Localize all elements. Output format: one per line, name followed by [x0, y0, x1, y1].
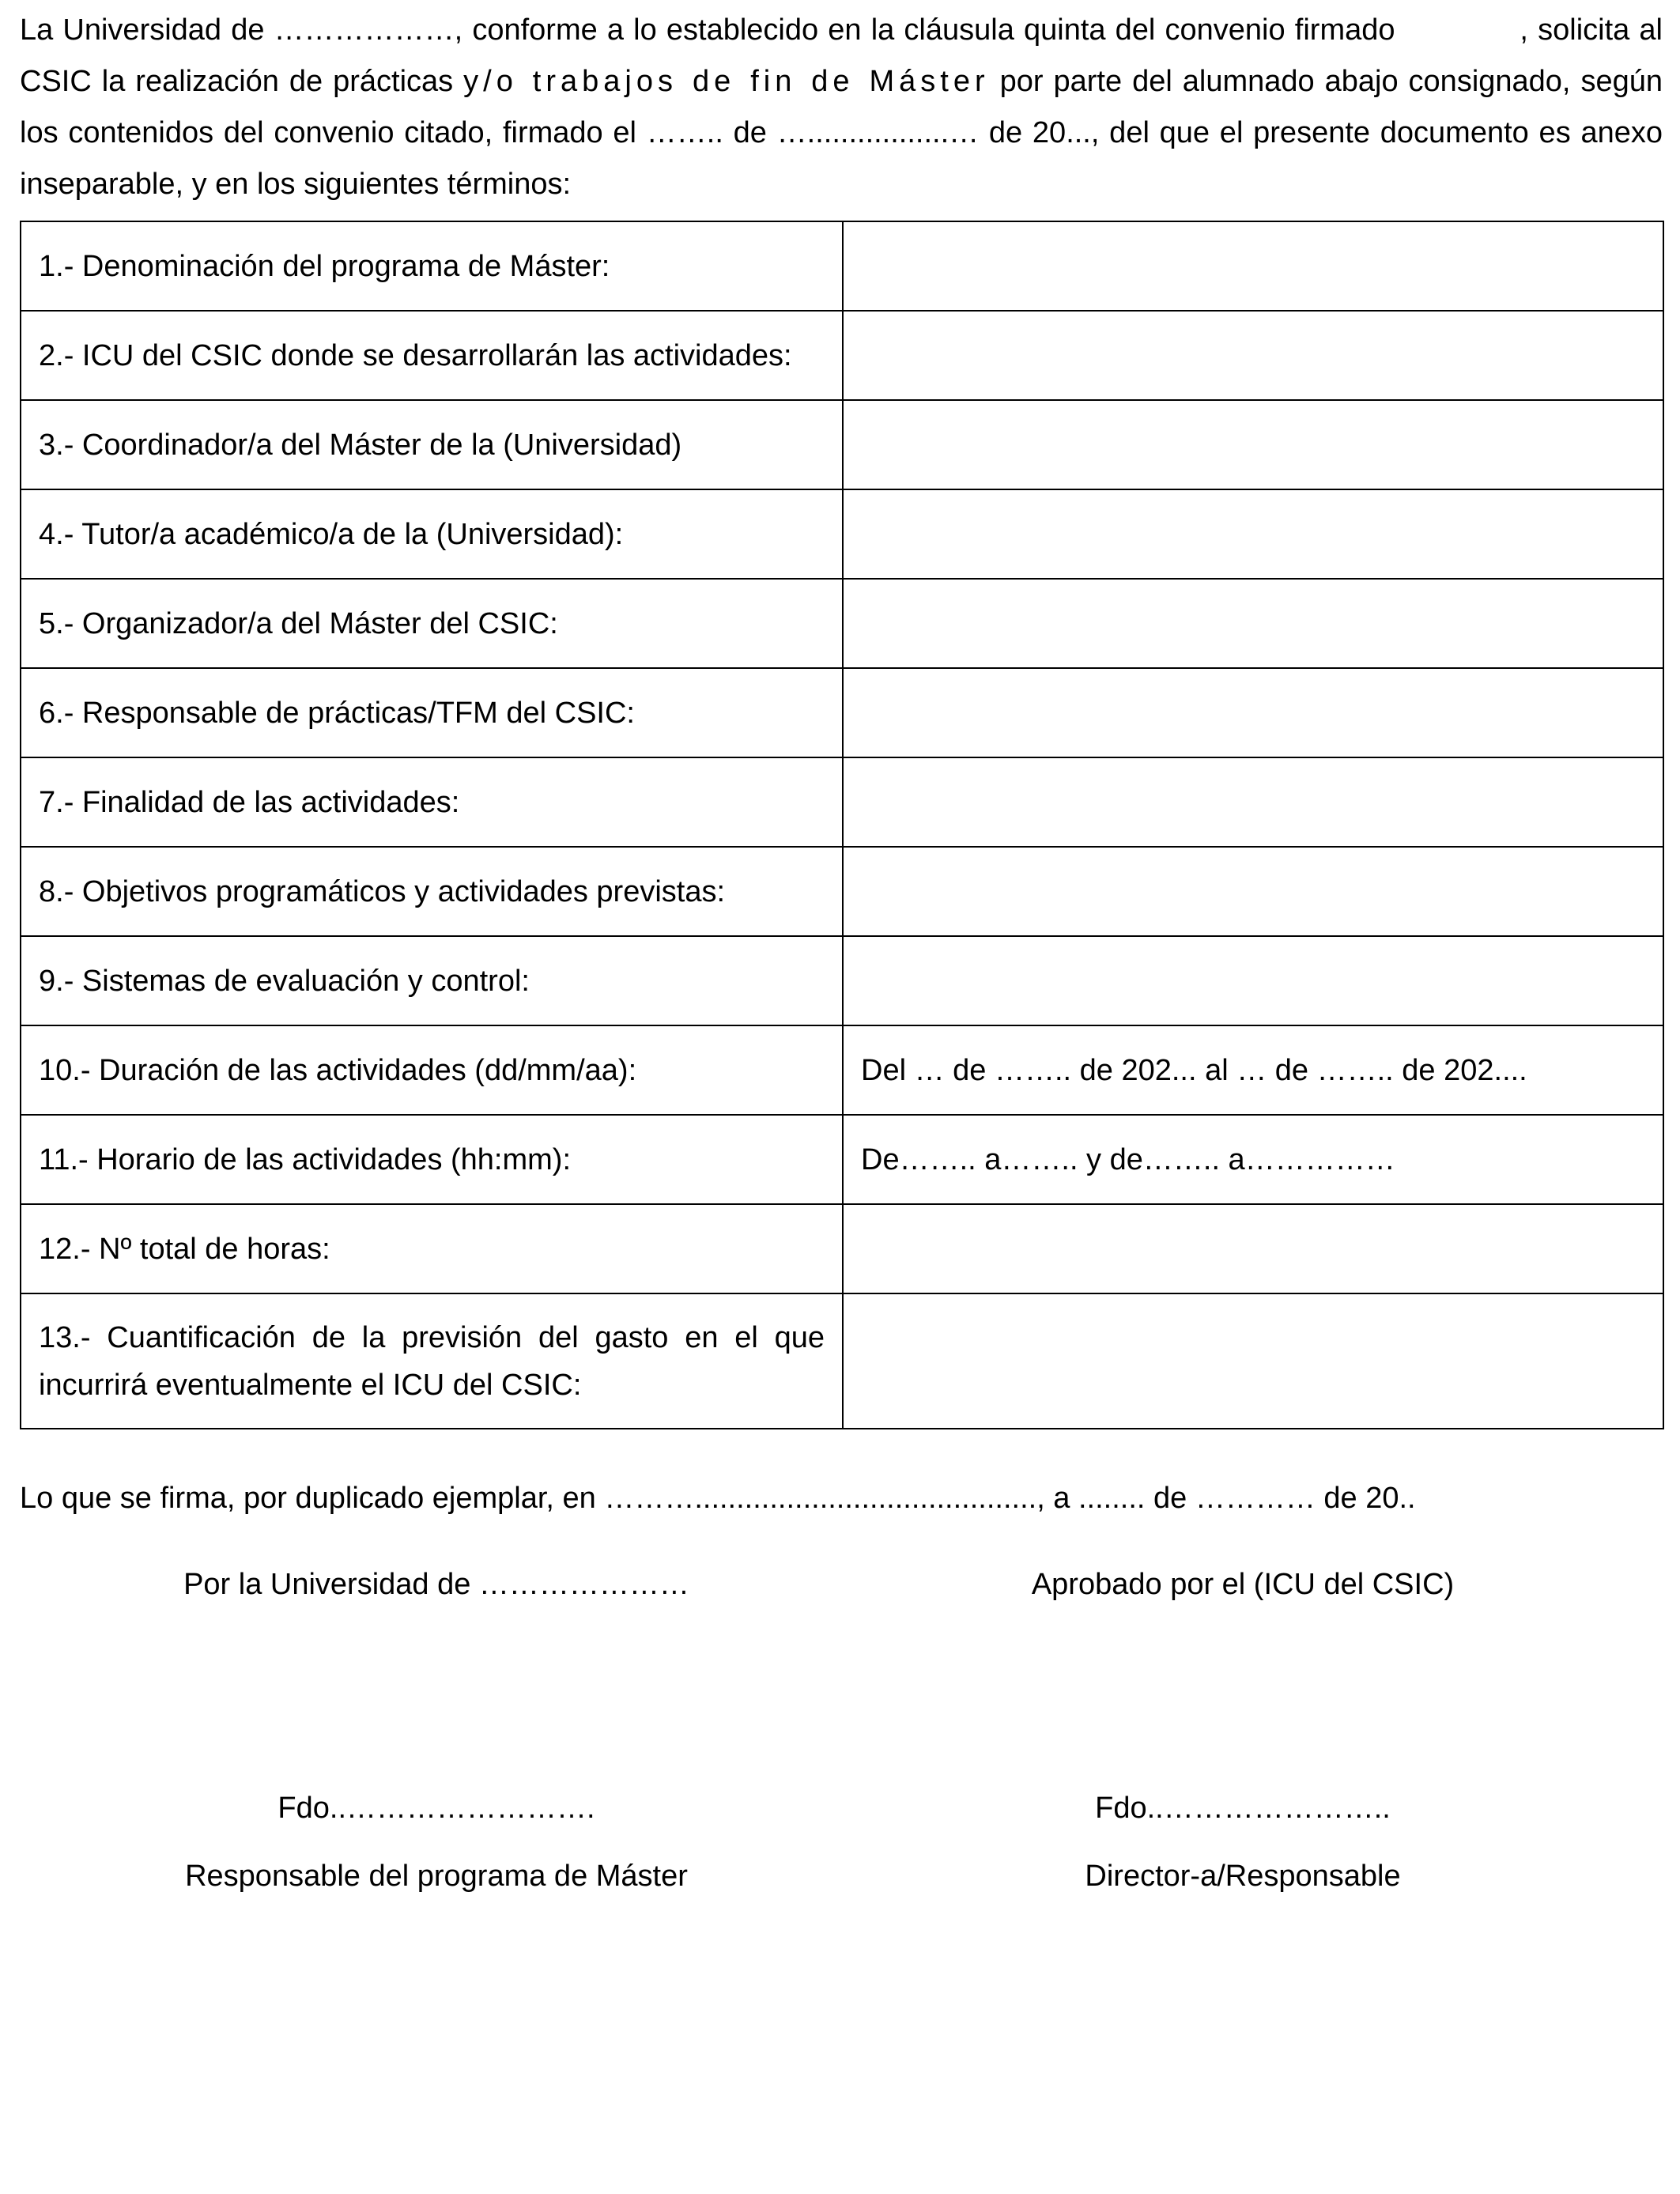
- table-row: [21, 221, 1663, 311]
- intro-text-part2: por parte del alumnado abajo consignado, según los contenidos del convenio citado, firmado el …….. de ….................… de 20..., del que el presente documento es anexo inseparable, y en los siguientes términos:: [20, 65, 1663, 201]
- right-signature-role: Director-a/Responsable: [1085, 1860, 1401, 1893]
- table-row: [21, 489, 1663, 579]
- intro-text-part1: La Universidad de ………………, conforme a lo establecido en la cláusula quinta del convenio firmado , solicita al CSIC la realización de prácticas: [20, 13, 1663, 98]
- row-label: 1.- Denominación del programa de Máster:: [21, 221, 843, 311]
- row-value[interactable]: Del … de …….. de 202... al … de …….. de 202....: [843, 1025, 1663, 1115]
- intro-text-spaced: y/o trabajos de fin de Máster: [463, 65, 990, 98]
- row-label: 6.- Responsable de prácticas/TFM del CSIC:: [21, 668, 843, 757]
- row-label: 13.- Cuantificación de la previsión del gasto en el que incurrirá eventualmente el ICU del CSIC:: [21, 1293, 843, 1429]
- row-label: 9.- Sistemas de evaluación y control:: [21, 936, 843, 1025]
- row-value[interactable]: [843, 847, 1663, 936]
- row-label: 12.- Nº total de horas:: [21, 1204, 843, 1293]
- row-value[interactable]: [843, 221, 1663, 311]
- row-value[interactable]: [843, 668, 1663, 757]
- table-row: [21, 579, 1663, 668]
- left-signature-role: Responsable del programa de Máster: [185, 1860, 688, 1893]
- table-row: [21, 400, 1663, 489]
- table-row: [21, 311, 1663, 400]
- row-label: 8.- Objetivos programáticos y actividades previstas:: [21, 847, 843, 936]
- table-row: [21, 1204, 1663, 1293]
- row-value[interactable]: [843, 1204, 1663, 1293]
- row-label: 4.- Tutor/a académico/a de la (Universidad):: [21, 489, 843, 579]
- row-value[interactable]: [843, 757, 1663, 847]
- table-row: [21, 936, 1663, 1025]
- row-value[interactable]: [843, 579, 1663, 668]
- table-row: [21, 1115, 1663, 1204]
- table-row: [21, 757, 1663, 847]
- row-label: 11.- Horario de las actividades (hh:mm):: [21, 1115, 843, 1204]
- terms-table: [20, 221, 1664, 1429]
- row-value[interactable]: [843, 489, 1663, 579]
- row-label: 10.- Duración de las actividades (dd/mm/aa):: [21, 1025, 843, 1115]
- table-row: [21, 847, 1663, 936]
- left-signature-heading: Por la Universidad de …………………: [183, 1568, 689, 1601]
- row-label: 5.- Organizador/a del Máster del CSIC:: [21, 579, 843, 668]
- row-value[interactable]: [843, 936, 1663, 1025]
- row-label: 3.- Coordinador/a del Máster de la (Universidad): [21, 400, 843, 489]
- row-label: 2.- ICU del CSIC donde se desarrollarán las actividades:: [21, 311, 843, 400]
- right-signature-line: Fdo..…………………..: [1095, 1792, 1391, 1825]
- table-row: [21, 1025, 1663, 1115]
- row-value[interactable]: [843, 311, 1663, 400]
- right-signature-heading: Aprobado por el (ICU del CSIC): [1031, 1568, 1455, 1601]
- row-value[interactable]: De…….. a…….. y de…….. a……………: [843, 1115, 1663, 1204]
- closing-statement: Lo que se firma, por duplicado ejemplar, en ………........................................., a ........ de ………… de 20..: [20, 1482, 1416, 1515]
- row-value[interactable]: [843, 1293, 1663, 1429]
- left-signature-line: Fdo..…………………….: [277, 1792, 595, 1825]
- row-label: 7.- Finalidad de las actividades:: [21, 757, 843, 847]
- table-row: [21, 668, 1663, 757]
- intro-paragraph: [20, 5, 1663, 210]
- table-row: [21, 1293, 1663, 1429]
- row-value[interactable]: [843, 400, 1663, 489]
